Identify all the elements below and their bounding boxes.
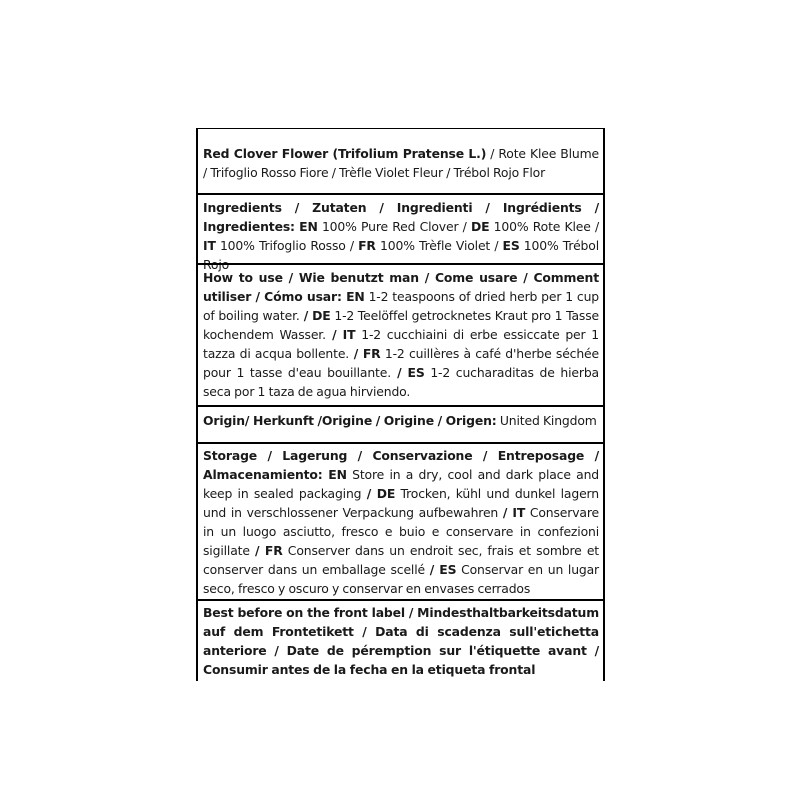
storage-heading: Storage / Lagerung / Conservazione / Entreposage / Almacenamiento: xyxy=(203,448,599,482)
how-to-use-it: 1-2 cucchiaini di erbe essiccate per 1 tazza di acqua bollente. xyxy=(203,327,600,361)
divider xyxy=(198,442,603,444)
lang-code-fr: / FR xyxy=(349,346,381,361)
lang-code-en: EN xyxy=(341,289,365,304)
origin-value: United Kingdom xyxy=(496,413,597,428)
product-title-translations: / Rote Klee Blume / Trifoglio Rosso Fiore / Trèfle Violet Fleur / Trébol Rojo Flor xyxy=(203,146,599,180)
how-to-use-fr: 1-2 cuillères à café d'herbe séchée pour 1 tasse d'eau bouillante. xyxy=(203,346,599,380)
divider xyxy=(198,193,603,195)
lang-code-de: / DE xyxy=(366,486,396,501)
storage-de: Trocken, kühl und dunkel lagern und in verschlossener Verpackung aufbewahren xyxy=(203,486,599,520)
storage-text xyxy=(203,446,599,598)
best-before-section xyxy=(198,603,603,679)
product-title xyxy=(203,144,599,182)
product-title-latin: Red Clover Flower (Trifolium Pratense L.) xyxy=(203,146,487,161)
storage-section xyxy=(198,446,603,598)
ingredients-fr: 100% Trèfle Violet / xyxy=(375,238,503,253)
lang-code-es: / ES xyxy=(429,562,457,577)
product-label xyxy=(196,128,605,681)
ingredients-heading: Ingredients / Zutaten / Ingredienti / Ingrédients / Ingredientes: xyxy=(203,200,599,234)
how-to-use-de: 1-2 Teelöffel getrocknetes Kraut pro 1 Tasse kochendem Wasser. xyxy=(203,308,599,342)
lang-code-it: IT xyxy=(203,238,216,253)
how-to-use-es: 1-2 cucharaditas de hierba seca por 1 taza de agua hirviendo. xyxy=(203,365,599,399)
product-title-section xyxy=(198,144,603,182)
lang-code-de: DE xyxy=(470,219,490,234)
origin-heading: Origin/ Herkunft /Origine / Origine / Origen: xyxy=(203,413,497,428)
ingredients-de: 100% Rote Klee / xyxy=(489,219,600,234)
ingredients-es: 100% Trébol Rojo xyxy=(203,238,599,272)
storage-en: Store in a dry, cool and dark place and keep in sealed packaging xyxy=(203,467,599,501)
lang-code-de: / DE xyxy=(299,308,331,323)
divider xyxy=(198,599,603,601)
how-to-use-section xyxy=(198,268,603,401)
origin-text xyxy=(203,411,599,430)
ingredients-en: 100% Pure Red Clover / xyxy=(317,219,471,234)
divider xyxy=(198,405,603,407)
lang-code-it: / IT xyxy=(502,505,526,520)
lang-code-en: EN xyxy=(299,219,318,234)
ingredients-it: 100% Trifoglio Rosso / xyxy=(215,238,359,253)
lang-code-es: ES xyxy=(502,238,520,253)
divider xyxy=(198,263,603,265)
lang-code-en: EN xyxy=(322,467,347,482)
how-to-use-heading: How to use / Wie benutzt man / Come usare / Comment utiliser / Cómo usar: xyxy=(203,270,599,304)
how-to-use-text xyxy=(203,268,599,401)
best-before-text: Best before on the front label / Mindesthaltbarkeitsdatum auf dem Frontetikett / Data di scadenza sull'etichetta anteriore / Date de péremption sur l'étiquette avant / Consumir antes de la fecha en la etiqueta frontal xyxy=(203,605,599,677)
lang-code-fr: / FR xyxy=(255,543,283,558)
how-to-use-en: 1-2 teaspoons of dried herb per 1 cup of boiling water. xyxy=(203,289,599,323)
lang-code-es: / ES xyxy=(391,365,425,380)
origin-section xyxy=(198,411,603,430)
lang-code-fr: FR xyxy=(358,238,376,253)
storage-it: Conservare in un luogo asciutto, fresco e buio e conservare in confezioni sigillate xyxy=(203,505,599,558)
lang-code-it: / IT xyxy=(325,327,356,342)
storage-fr: Conserver dans un endroit sec, frais et sombre et conserver dans un emballage scellé xyxy=(203,543,600,577)
storage-es: Conservar en un lugar seco, fresco y oscuro y conservar en envases cerrados xyxy=(203,562,599,596)
